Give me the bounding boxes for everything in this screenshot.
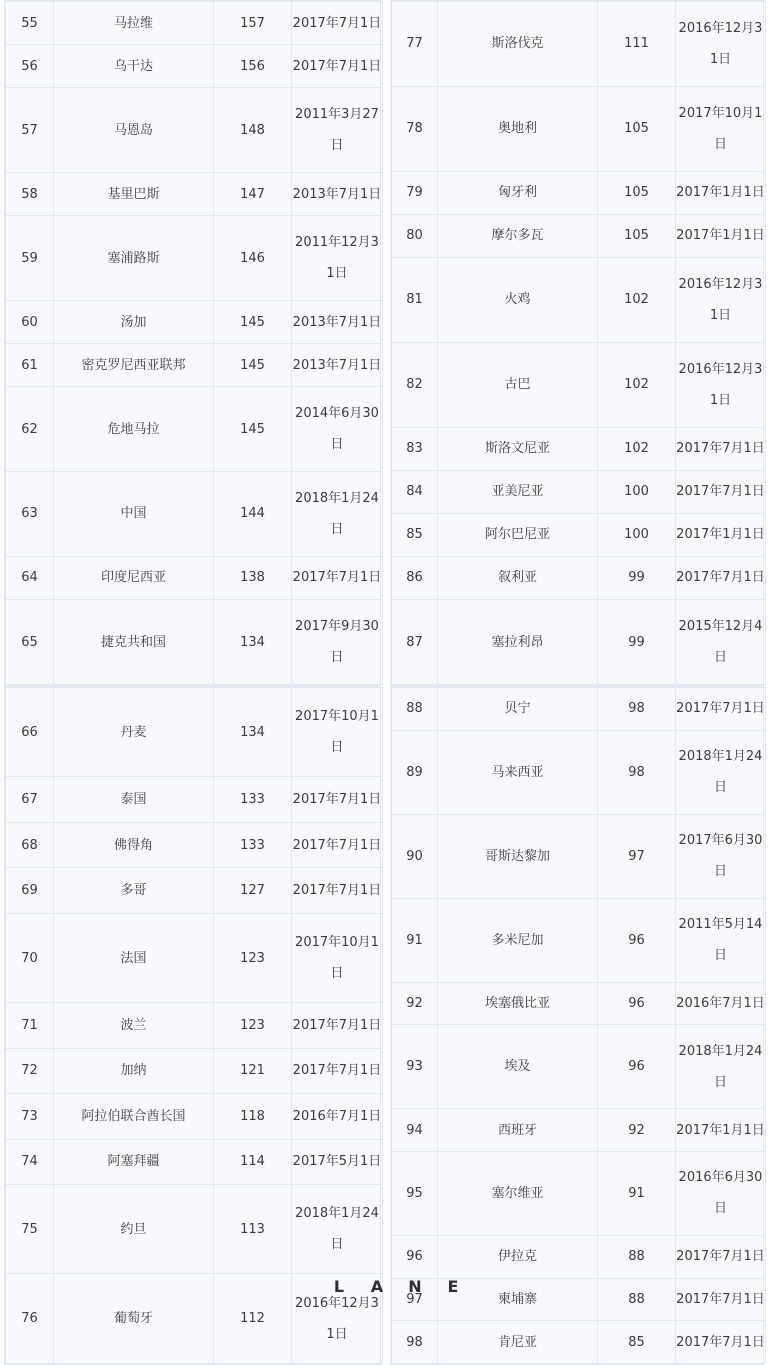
date-cell: 2018年1月24日 [292,1185,383,1274]
table-row [6,688,383,777]
rank-cell: 83 [392,427,438,470]
country-cell: 埃塞俄比亚 [438,982,598,1025]
value-cell: 102 [598,257,676,342]
value-cell: 99 [598,600,676,685]
table-row [6,1139,383,1184]
table-row [6,777,383,822]
value-cell: 98 [598,688,676,731]
table-row [6,1185,383,1274]
country-cell: 肯尼亚 [438,1321,598,1364]
table-row [6,1048,383,1093]
value-cell: 113 [214,1185,292,1274]
table-row [6,600,383,685]
date-cell: 2017年10月1日 [292,913,383,1002]
value-cell: 96 [598,1025,676,1109]
rank-cell: 57 [6,88,54,173]
rank-cell: 87 [392,600,438,685]
country-cell: 西班牙 [438,1109,598,1152]
rank-cell: 92 [392,982,438,1025]
date-cell: 2011年3月27日 [292,88,383,173]
value-cell: 145 [214,301,292,344]
table-row [392,814,766,898]
country-cell: 丹麦 [54,688,214,777]
country-cell: 多哥 [54,868,214,913]
table-row [6,344,383,387]
country-cell: 基里巴斯 [54,173,214,216]
value-cell: 148 [214,88,292,173]
value-cell: 98 [598,730,676,814]
table-row [392,470,766,513]
table-row [392,427,766,470]
date-cell: 2017年7月1日 [676,1321,766,1364]
rank-cell: 55 [6,2,54,45]
value-cell: 134 [214,688,292,777]
rank-cell: 81 [392,257,438,342]
country-cell: 波兰 [54,1003,214,1048]
table-row [6,1274,383,1364]
rank-cell: 75 [6,1185,54,1274]
country-cell: 加纳 [54,1048,214,1093]
table-row [392,2,766,87]
country-cell: 斯洛伐克 [438,2,598,87]
country-cell: 斯洛文尼亚 [438,427,598,470]
date-cell: 2017年1月1日 [676,513,766,556]
date-cell: 2016年12月31日 [292,1274,383,1364]
table-row [392,898,766,982]
date-cell: 2017年10月1日 [292,688,383,777]
country-cell: 塞拉利昂 [438,600,598,685]
rank-cell: 80 [392,214,438,257]
rank-cell: 74 [6,1139,54,1184]
table-row [6,472,383,557]
table-row [6,173,383,216]
country-cell: 葡萄牙 [54,1274,214,1364]
rank-cell: 66 [6,688,54,777]
table-row [6,868,383,913]
value-cell: 88 [598,1235,676,1278]
value-cell: 85 [598,1321,676,1364]
table-row [392,342,766,427]
value-cell: 121 [214,1048,292,1093]
date-cell: 2017年7月1日 [676,427,766,470]
date-cell: 2017年1月1日 [676,214,766,257]
value-cell: 138 [214,556,292,599]
date-cell: 2017年5月1日 [292,1139,383,1184]
date-cell: 2018年1月24日 [676,730,766,814]
country-cell: 塞浦路斯 [54,216,214,301]
table-row [392,556,766,599]
value-cell: 97 [598,814,676,898]
country-cell: 捷克共和国 [54,600,214,685]
rank-cell: 67 [6,777,54,822]
table-row [6,913,383,1002]
table-row [392,171,766,214]
rank-cell: 93 [392,1025,438,1109]
country-cell: 古巴 [438,342,598,427]
value-cell: 114 [214,1139,292,1184]
date-cell: 2017年7月1日 [292,1003,383,1048]
table-row [6,2,383,45]
country-cell: 印度尼西亚 [54,556,214,599]
value-cell: 105 [598,214,676,257]
value-cell: 91 [598,1151,676,1235]
date-cell: 2013年7月1日 [292,301,383,344]
rank-cell: 77 [392,2,438,87]
date-cell: 2017年9月30日 [292,600,383,685]
country-cell: 多米尼加 [438,898,598,982]
value-cell: 133 [214,822,292,867]
date-cell: 2017年7月1日 [292,1048,383,1093]
rank-cell: 68 [6,822,54,867]
rank-cell: 59 [6,216,54,301]
country-cell: 阿塞拜疆 [54,1139,214,1184]
country-cell: 乌干达 [54,45,214,88]
rank-cell: 88 [392,688,438,731]
rank-cell: 56 [6,45,54,88]
data-table [391,1,766,685]
rank-cell: 73 [6,1094,54,1139]
rank-cell: 86 [392,556,438,599]
date-cell: 2017年7月1日 [292,45,383,88]
watermark-letter: A [370,1277,384,1296]
date-cell: 2018年1月24日 [292,472,383,557]
country-cell: 马恩岛 [54,88,214,173]
date-cell: 2017年7月1日 [292,868,383,913]
date-cell: 2016年6月30日 [676,1151,766,1235]
date-cell: 2017年7月1日 [292,822,383,867]
rank-cell: 78 [392,86,438,171]
value-cell: 156 [214,45,292,88]
country-cell: 约旦 [54,1185,214,1274]
data-table [5,1,383,685]
rank-cell: 89 [392,730,438,814]
rank-cell: 91 [392,898,438,982]
rank-cell: 84 [392,470,438,513]
rank-cell: 61 [6,344,54,387]
value-cell: 145 [214,387,292,472]
value-cell: 144 [214,472,292,557]
date-cell: 2014年6月30日 [292,387,383,472]
rank-cell: 65 [6,600,54,685]
date-cell: 2017年7月1日 [676,688,766,731]
country-cell: 哥斯达黎加 [438,814,598,898]
date-cell: 2017年7月1日 [676,1278,766,1321]
table-row [392,513,766,556]
value-cell: 146 [214,216,292,301]
date-cell: 2017年1月1日 [676,1109,766,1152]
rank-cell: 72 [6,1048,54,1093]
table-row [6,822,383,867]
value-cell: 102 [598,427,676,470]
country-cell: 奥地利 [438,86,598,171]
rank-cell: 96 [392,1235,438,1278]
value-cell: 123 [214,913,292,1002]
date-cell: 2017年7月1日 [676,1235,766,1278]
table-panel-bottom-left [4,686,381,1365]
rank-cell: 82 [392,342,438,427]
value-cell: 111 [598,2,676,87]
watermark-letter: N [408,1277,422,1296]
date-cell: 2018年1月24日 [676,1025,766,1109]
table-row [6,556,383,599]
value-cell: 157 [214,2,292,45]
date-cell: 2016年12月31日 [676,342,766,427]
country-cell: 阿尔巴尼亚 [438,513,598,556]
table-row [6,1094,383,1139]
table-row [392,1278,766,1321]
rank-cell: 58 [6,173,54,216]
date-cell: 2017年7月1日 [292,2,383,45]
date-cell: 2017年1月1日 [676,171,766,214]
country-cell: 摩尔多瓦 [438,214,598,257]
date-cell: 2017年6月30日 [676,814,766,898]
rank-cell: 63 [6,472,54,557]
date-cell: 2017年7月1日 [676,556,766,599]
rank-cell: 70 [6,913,54,1002]
date-cell: 2016年12月31日 [676,257,766,342]
table-panel-bottom-right [390,686,764,1365]
rank-cell: 90 [392,814,438,898]
country-cell: 佛得角 [54,822,214,867]
value-cell: 118 [214,1094,292,1139]
country-cell: 马来西亚 [438,730,598,814]
value-cell: 147 [214,173,292,216]
table-row [392,730,766,814]
table-row [392,1109,766,1152]
country-cell: 贝宁 [438,688,598,731]
country-cell: 亚美尼亚 [438,470,598,513]
date-cell: 2016年12月31日 [676,2,766,87]
country-cell: 叙利亚 [438,556,598,599]
country-cell: 阿拉伯联合酋长国 [54,1094,214,1139]
date-cell: 2013年7月1日 [292,173,383,216]
country-cell: 密克罗尼西亚联邦 [54,344,214,387]
date-cell: 2017年7月1日 [292,556,383,599]
table-panel-top-left [4,0,381,686]
value-cell: 96 [598,898,676,982]
value-cell: 92 [598,1109,676,1152]
value-cell: 133 [214,777,292,822]
table-row [392,214,766,257]
date-cell: 2016年7月1日 [676,982,766,1025]
rank-cell: 95 [392,1151,438,1235]
table-row [392,1321,766,1364]
table-row [392,688,766,731]
rank-cell: 60 [6,301,54,344]
watermark-letter: L [333,1277,345,1296]
value-cell: 145 [214,344,292,387]
country-cell: 法国 [54,913,214,1002]
rank-cell: 64 [6,556,54,599]
rank-cell: 85 [392,513,438,556]
table-row [392,982,766,1025]
country-cell: 塞尔维亚 [438,1151,598,1235]
rank-cell: 97 [392,1278,438,1321]
table-row [6,1003,383,1048]
table-row [6,216,383,301]
value-cell: 102 [598,342,676,427]
table-row [6,301,383,344]
table-row [392,1235,766,1278]
value-cell: 99 [598,556,676,599]
table-panel-top-right [390,0,764,686]
date-cell: 2013年7月1日 [292,344,383,387]
watermark-letter: E [447,1277,459,1296]
table-row [392,600,766,685]
country-cell: 埃及 [438,1025,598,1109]
country-cell: 危地马拉 [54,387,214,472]
table-row [6,88,383,173]
value-cell: 100 [598,470,676,513]
rank-cell: 62 [6,387,54,472]
rank-cell: 76 [6,1274,54,1364]
rank-cell: 94 [392,1109,438,1152]
table-row [6,387,383,472]
table-row [392,1151,766,1235]
value-cell: 123 [214,1003,292,1048]
table-row [392,257,766,342]
date-cell: 2017年7月1日 [292,777,383,822]
value-cell: 112 [214,1274,292,1364]
value-cell: 88 [598,1278,676,1321]
country-cell: 泰国 [54,777,214,822]
country-cell: 匈牙利 [438,171,598,214]
country-cell: 汤加 [54,301,214,344]
table-row [392,86,766,171]
country-cell: 火鸡 [438,257,598,342]
date-cell: 2017年10月1日 [676,86,766,171]
value-cell: 134 [214,600,292,685]
table-row [392,1025,766,1109]
rank-cell: 79 [392,171,438,214]
date-cell: 2015年12月4日 [676,600,766,685]
rank-cell: 71 [6,1003,54,1048]
rank-cell: 69 [6,868,54,913]
value-cell: 105 [598,171,676,214]
country-cell: 中国 [54,472,214,557]
value-cell: 100 [598,513,676,556]
data-table [391,687,766,1364]
value-cell: 96 [598,982,676,1025]
country-cell: 柬埔寨 [438,1278,598,1321]
date-cell: 2016年7月1日 [292,1094,383,1139]
rank-cell: 98 [392,1321,438,1364]
value-cell: 127 [214,868,292,913]
date-cell: 2011年5月14日 [676,898,766,982]
table-row [6,45,383,88]
date-cell: 2011年12月31日 [292,216,383,301]
country-cell: 伊拉克 [438,1235,598,1278]
value-cell: 105 [598,86,676,171]
country-cell: 马拉维 [54,2,214,45]
date-cell: 2017年7月1日 [676,470,766,513]
data-table [5,687,383,1364]
